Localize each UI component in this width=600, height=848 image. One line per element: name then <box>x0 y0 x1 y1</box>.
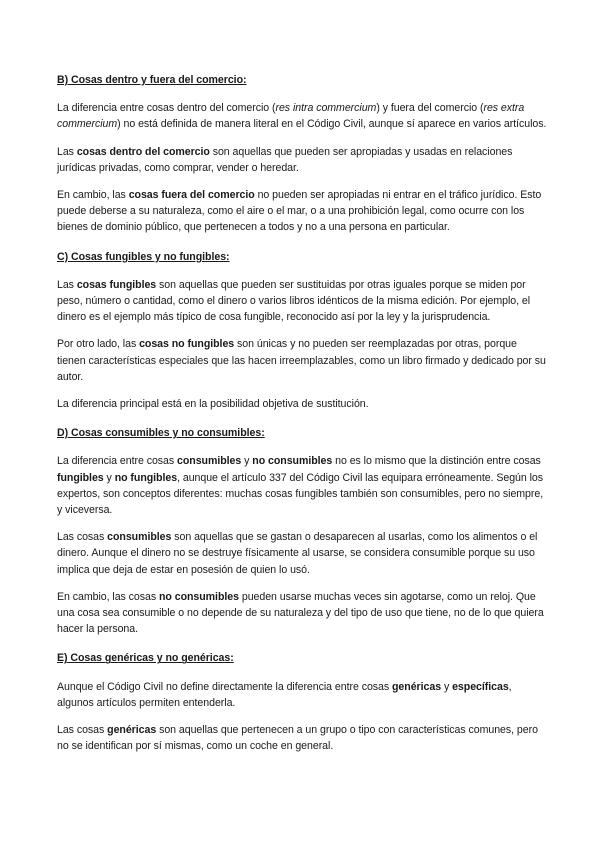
section-c-paragraph-1: Las cosas fungibles son aquellas que pueden ser sustituidas por otras iguales porque se miden por peso, número o cantidad, como el dinero o varios libros idénticos de la misma edición. Por ejemplo, el dinero es el ejemplo más típico de cosa fungible, reconocido así por la ley y la jurisprudencia. <box>57 278 531 324</box>
section-c-heading: C) Cosas fungibles y no fungibles: <box>57 250 230 263</box>
section-b-paragraph-1: La diferencia entre cosas dentro del comercio (res intra commercium) y fuera del comercio (res extra commercium) no está definida de manera literal en el Código Civil, aunque sí aparece en varios artículos. <box>57 102 547 131</box>
section-b-heading: B) Cosas dentro y fuera del comercio: <box>57 74 247 86</box>
section-e-paragraph-2: Las cosas genéricas son aquellas que pertenecen a un grupo o tipo con características comunes, pero no se identifican por sí mismas, como un coche en general. <box>57 724 538 753</box>
section-e-paragraph-1: Aunque el Código Civil no define directamente la diferencia entre cosas genéricas y específicas, algunos artículos permiten entenderla. <box>57 680 512 709</box>
section-e-heading: E) Cosas genéricas y no genéricas: <box>57 652 234 665</box>
section-d-heading: D) Cosas consumibles y no consumibles: <box>57 427 265 440</box>
section-c-paragraph-2: Por otro lado, las cosas no fungibles son únicas y no pueden ser reemplazadas por otras, porque tienen características especiales que las hacen irreemplazables, como un libro firmado y dedicado por su autor. <box>57 338 546 383</box>
section-b-paragraph-2: Las cosas dentro del comercio son aquellas que pueden ser apropiadas y usadas en relaciones jurídicas privadas, como comprar, vender o heredar. <box>57 145 513 174</box>
section-d-paragraph-2: Las cosas consumibles son aquellas que se gastan o desaparecen al usarlas, como los alimentos o el dinero. Aunque el dinero no se destruye físicamente al usarse, se considera consumible porque su uso implica que deja de estar en posesión de quien lo usó. <box>57 531 538 576</box>
section-d-paragraph-1: La diferencia entre cosas consumibles y no consumibles no es lo mismo que la distinción entre cosas fungibles y no fungibles, aunque el artículo 337 del Código Civil las equipara erróneamente. Según los expertos, son conceptos diferentes: muchas cosas fungibles también son consumibles, pero no siempre, y viceversa. <box>57 455 544 517</box>
section-b-paragraph-3: En cambio, las cosas fuera del comercio no pueden ser apropiadas ni entrar en el tráfico jurídico. Esto puede deberse a su naturaleza, como el aire o el mar, o a una prohibición legal, como ocurre con los bienes de dominio público, que pertenecen a todos y no a una persona en particular. <box>57 189 542 234</box>
section-c-paragraph-3: La diferencia principal está en la posibilidad objetiva de sustitución. <box>57 398 369 411</box>
document-body <box>57 72 547 755</box>
section-d-paragraph-3: En cambio, las cosas no consumibles pueden usarse muchas veces sin agotarse, como un reloj. Que una cosa sea consumible o no depende de su naturaleza y del tipo de uso que tiene, no de lo que quiera hacer la persona. <box>57 590 544 636</box>
